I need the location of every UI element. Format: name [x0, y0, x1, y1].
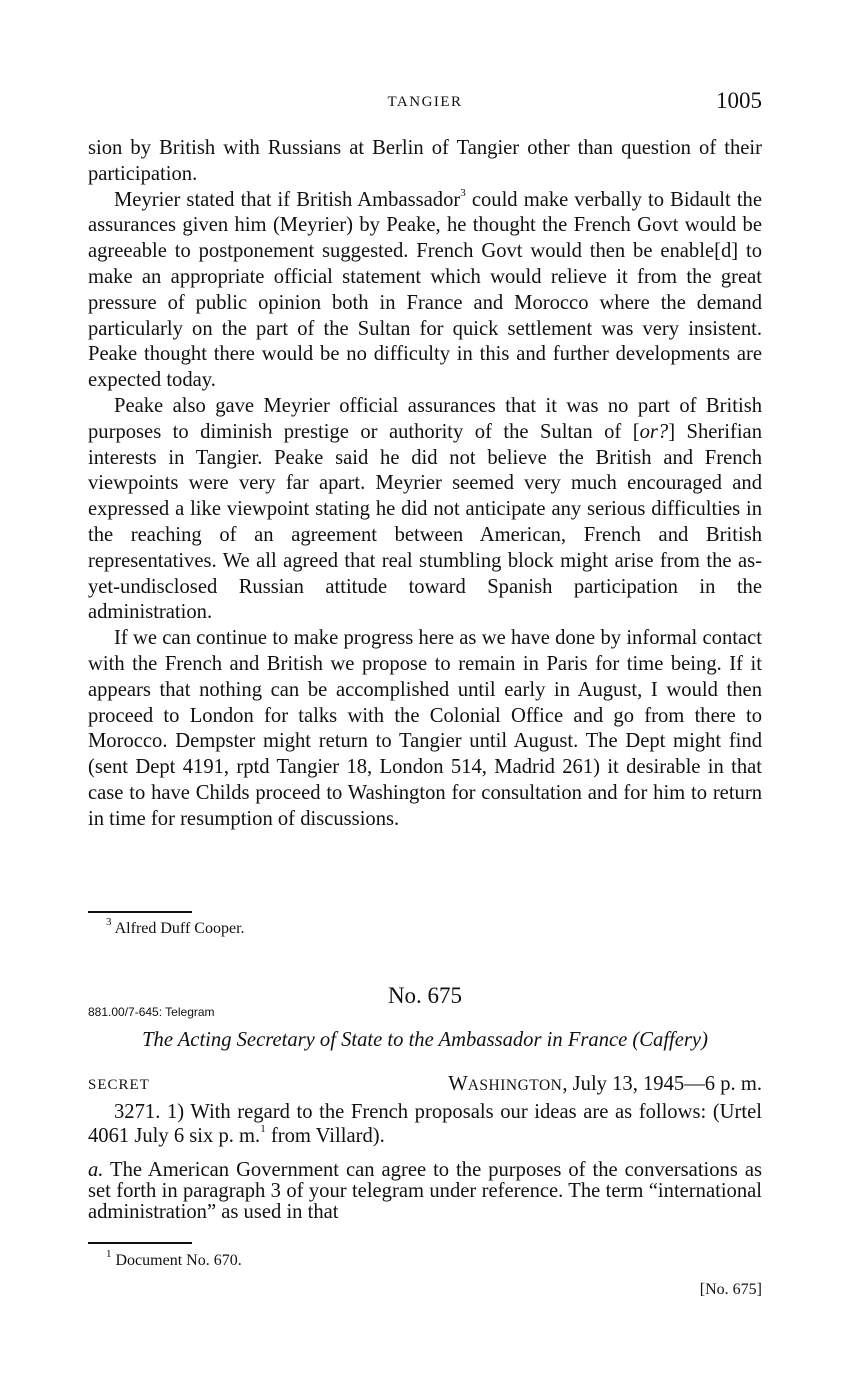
- paragraph-text: 3271. 1) With regard to the French proposals our ideas are as follows: (Urtel 4061 July 6 six p. m.: [88, 1101, 762, 1147]
- footnote-reference: 3: [460, 186, 466, 199]
- classification: SECRET: [88, 1077, 150, 1093]
- paragraph-text: Peake also gave Meyrier official assurances that it was no part of British purposes to diminish prestige or authority of the Sultan of [: [88, 394, 762, 443]
- place-initial: W: [448, 1073, 468, 1095]
- paragraph-text: ] Sherifian interests in Tangier. Peake said he did not believe the British and French viewpoints were very far apart. Meyrier seemed very much encouraged and expressed a like viewpoint stating he did not anticipate any serious difficulties in the reaching of an agreement between American, French and British representatives. We all agreed that real stumbling block might arise from the as-yet-undisclosed Russian attitude toward Spanish participation in the administration.: [88, 420, 762, 624]
- date: , July 13, 1945—6 p. m.: [562, 1073, 762, 1095]
- footnote: [106, 1247, 242, 1270]
- heading-text: The Acting Secretary of State to the Ambassador in France (: [142, 1029, 640, 1051]
- paragraph-continuation: sion by British with Russians at Berlin of Tangier other than question of their participation.: [88, 137, 762, 185]
- paragraph-meyrier: [88, 188, 762, 394]
- document-number: No. 675: [387, 983, 463, 1008]
- paragraph-progress: If we can continue to make progress here as we have done by informal contact with the French and British we propose to remain in Paris for time being. If it appears that nothing can be accomplished until early in August, I would then proceed to London for talks with the Colonial Office and go from there to Morocco. Dempster might return to Tangier until August. The Dept might find (sent Dept 4191, rptd Tangier 18, London 514, Madrid 261) it desirable in that case to have Childs proceed to Washington for consultation and for him to return in time for resumption of discussions.: [88, 627, 762, 830]
- place-rest: ASHINGTON: [467, 1077, 563, 1094]
- paragraph-text: The American Government can agree to the purposes of the conversations as set forth in paragraph 3 of your telegram under reference. The term “international administration” as used in that: [88, 1159, 762, 1223]
- footnote-rule: [88, 1242, 192, 1244]
- body-text: [88, 136, 762, 833]
- footnote-text: Alfred Duff Cooper.: [111, 920, 245, 937]
- heading-close: ): [701, 1029, 708, 1051]
- sheet-mark: [No. 675]: [699, 1281, 762, 1298]
- page-number: 1005: [716, 88, 762, 113]
- paragraph-text: could make verbally to Bidault the assurances given him (Meyrier) by Peake, he thought the French Govt would be agreeable to postponement suggested. French Govt would then be enable[d] to make an appropriate official statement which would relieve it from the great pressure of public opinion both in France and Morocco where the demand particularly on the part of the Sultan for quick settlement was very insistent. Peake thought there would be no difficulty in this and further developments are expected today.: [88, 188, 762, 392]
- running-head: [88, 88, 762, 116]
- footnote: [106, 915, 245, 938]
- classification-row: [88, 1073, 762, 1099]
- telegram-paragraph-1: [88, 1100, 762, 1148]
- paragraph-text: from Villard).: [265, 1125, 385, 1147]
- dateline: [448, 1073, 762, 1096]
- item-label: a.: [88, 1159, 104, 1181]
- running-title: TANGIER: [387, 94, 463, 110]
- footnote-text: Document No. 670.: [111, 1252, 242, 1269]
- paragraph-peake: [88, 394, 762, 626]
- telegram-paragraph-a: [88, 1160, 762, 1223]
- heading-recipient: Caffery: [639, 1029, 702, 1051]
- telegram-text: [88, 1100, 762, 1223]
- file-reference: 881.00/7-645: Telegram: [88, 1005, 215, 1019]
- footnote-marker: 1: [106, 1247, 112, 1260]
- footnote-reference: 1: [260, 1123, 266, 1136]
- footnote-rule: [88, 911, 192, 913]
- paragraph-text: Meyrier stated that if British Ambassador: [114, 188, 461, 211]
- document-heading: [88, 1029, 762, 1052]
- editorial-query: or?: [639, 420, 669, 443]
- footnote-marker: 3: [106, 915, 112, 928]
